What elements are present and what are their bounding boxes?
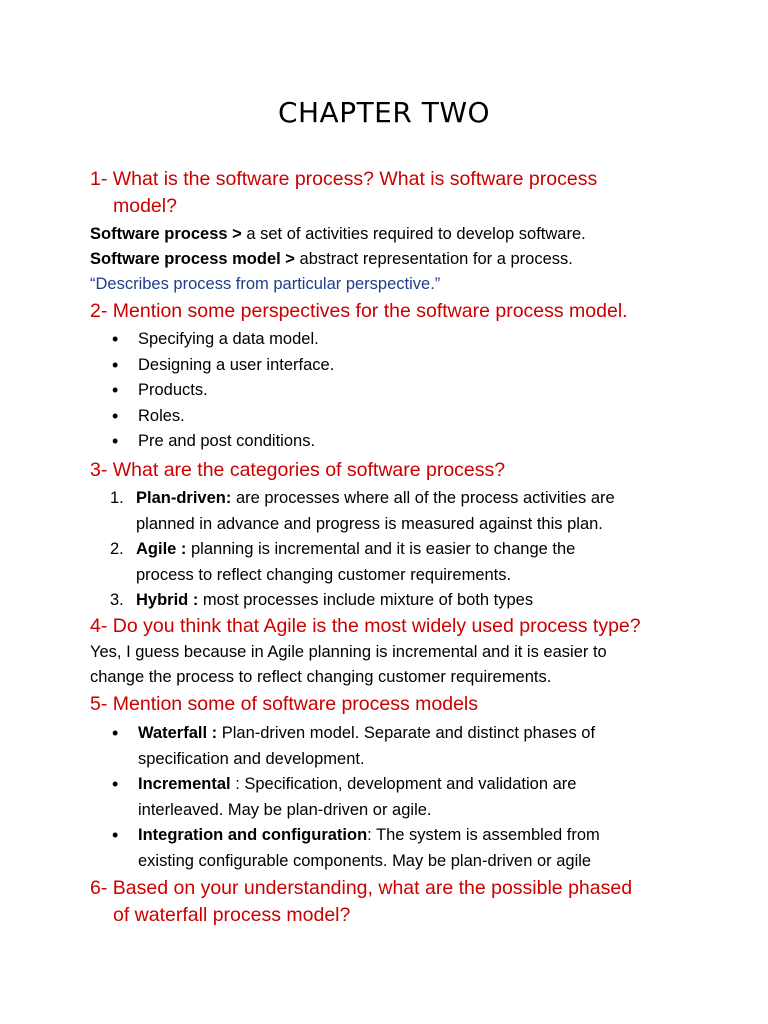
perspective-quote: “Describes process from particular perspective.”: [90, 275, 441, 293]
question-1-text: What is the software process? What is software process: [112, 168, 598, 190]
models-list: [112, 721, 600, 874]
perspectives-list: [112, 327, 334, 455]
list-item: • Designing a user interface.: [112, 353, 334, 379]
question-2-text: Mention some perspectives for the software process model.: [112, 300, 628, 322]
list-item: • Roles.: [112, 404, 334, 430]
list-item: • Integration and configuration: The system is assembled from existing configurable components. May be plan-driven or agile: [112, 823, 600, 874]
list-item: 1. Plan-driven: are processes where all of the process activities are planned in advance and progress is measured against this plan.: [110, 489, 615, 533]
question-4: 4- Do you think that Agile is the most widely used process type?: [90, 615, 641, 637]
list-item: • Products.: [112, 378, 334, 404]
answer-4-line-1: Yes, I guess because in Agile planning is incremental and it is easier to: [90, 643, 607, 661]
list-item: • Incremental : Specification, development and validation are interleaved. May be plan-driven or agile.: [112, 772, 600, 823]
definition-software-process-model: Software process model > abstract representation for a process.: [90, 250, 573, 268]
question-1-text-cont: model?: [113, 195, 177, 217]
categories-list: [110, 486, 615, 614]
definition-software-process: Software process > a set of activities required to develop software.: [90, 225, 586, 243]
chapter-title: CHAPTER TWO: [277, 96, 491, 129]
question-1: 1- What is the software process? What is software process model?: [90, 166, 597, 220]
question-5: 5- Mention some of software process models: [90, 693, 479, 715]
question-3-text: What are the categories of software process?: [112, 459, 506, 481]
question-4-text: Do you think that Agile is the most widely used process type?: [112, 615, 641, 637]
question-6-text-cont: of waterfall process model?: [113, 904, 351, 926]
list-item: 2. Agile : planning is incremental and it is easier to change the process to reflect changing customer requirements.: [110, 540, 576, 584]
question-2: 2- Mention some perspectives for the software process model.: [90, 300, 628, 322]
question-5-text: Mention some of software process models: [112, 693, 479, 715]
question-6: 6- Based on your understanding, what are the possible phased of waterfall process model?: [90, 875, 632, 929]
list-item: 3. Hybrid : most processes include mixture of both types: [110, 591, 534, 609]
list-item: • Specifying a data model.: [112, 327, 334, 353]
question-6-text: Based on your understanding, what are the possible phased: [112, 877, 633, 899]
list-item: • Pre and post conditions.: [112, 429, 334, 455]
question-3: 3- What are the categories of software process?: [90, 459, 506, 481]
answer-4-line-2: change the process to reflect changing customer requirements.: [90, 668, 552, 686]
list-item: • Waterfall : Plan-driven model. Separate and distinct phases of specification and development.: [112, 721, 600, 772]
